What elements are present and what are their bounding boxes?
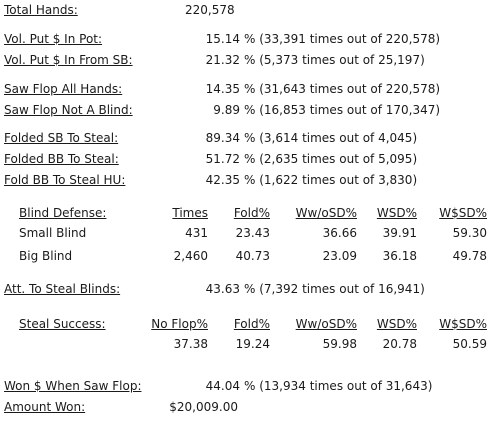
bd-fold-header[interactable]: Fold% xyxy=(233,206,270,220)
att-steal-pct: 43.63 xyxy=(205,282,240,296)
bd-cell: 23.09 xyxy=(322,249,357,263)
bd-row-label: Small Blind xyxy=(19,226,87,240)
saw-flop-not-blind-detail: % (16,853 times out of 170,347) xyxy=(244,103,441,117)
folded-sb-steal-pct: 89.34 xyxy=(205,131,240,145)
bd-times-header[interactable]: Times xyxy=(172,206,208,220)
folded-sb-steal-detail: % (3,614 times out of 4,045) xyxy=(244,131,418,145)
fold-bb-steal-hu-detail: % (1,622 times out of 3,830) xyxy=(244,173,418,187)
saw-flop-all-label[interactable]: Saw Flop All Hands: xyxy=(4,82,123,96)
vpip-sb-pct: 21.32 xyxy=(205,53,240,67)
bd-row-label: Big Blind xyxy=(19,249,73,263)
ss-cell: 59.98 xyxy=(322,337,357,351)
blind-defense-header[interactable]: Blind Defense: xyxy=(19,206,107,220)
ss-cell: 19.24 xyxy=(235,337,270,351)
bd-wwosd-header[interactable]: Ww/oSD% xyxy=(295,206,357,220)
folded-bb-steal-detail: % (2,635 times out of 5,095) xyxy=(244,152,418,166)
won-saw-flop-label[interactable]: Won $ When Saw Flop: xyxy=(4,379,142,393)
bd-wsd-header[interactable]: WSD% xyxy=(376,206,417,220)
ss-wdsd-header[interactable]: W$SD% xyxy=(439,317,487,331)
bd-cell: 2,460 xyxy=(173,249,208,263)
folded-bb-steal-pct: 51.72 xyxy=(205,152,240,166)
ss-cell: 50.59 xyxy=(452,337,487,351)
amount-won-label[interactable]: Amount Won: xyxy=(4,400,86,414)
vpip-detail: % (33,391 times out of 220,578) xyxy=(244,32,441,46)
saw-flop-not-blind-label[interactable]: Saw Flop Not A Blind: xyxy=(4,103,133,117)
folded-bb-steal-label[interactable]: Folded BB To Steal: xyxy=(4,152,119,166)
vpip-label[interactable]: Vol. Put $ In Pot: xyxy=(4,32,103,46)
ss-cell: 20.78 xyxy=(382,337,417,351)
bd-cell: 23.43 xyxy=(235,226,270,240)
vpip-pct: 15.14 xyxy=(205,32,240,46)
bd-cell: 36.18 xyxy=(382,249,417,263)
ss-wwosd-header[interactable]: Ww/oSD% xyxy=(295,317,357,331)
total-hands-label[interactable]: Total Hands: xyxy=(4,3,78,17)
saw-flop-all-pct: 14.35 xyxy=(205,82,240,96)
bd-cell: 59.30 xyxy=(452,226,487,240)
vpip-sb-label[interactable]: Vol. Put $ In From SB: xyxy=(4,53,133,67)
ss-fold-header[interactable]: Fold% xyxy=(233,317,270,331)
total-hands-value: 220,578 xyxy=(185,3,235,17)
folded-sb-steal-label[interactable]: Folded SB To Steal: xyxy=(4,131,119,145)
att-steal-detail: % (7,392 times out of 16,941) xyxy=(244,282,425,296)
amount-won-value: $20,009.00 xyxy=(169,400,238,414)
bd-cell: 40.73 xyxy=(235,249,270,263)
ss-noflop-header[interactable]: No Flop% xyxy=(151,317,208,331)
steal-success-header[interactable]: Steal Success: xyxy=(19,317,106,331)
vpip-sb-detail: % (5,373 times out of 25,197) xyxy=(244,53,425,67)
fold-bb-steal-hu-label[interactable]: Fold BB To Steal HU: xyxy=(4,173,126,187)
bd-cell: 49.78 xyxy=(452,249,487,263)
bd-cell: 36.66 xyxy=(322,226,357,240)
saw-flop-not-blind-pct: 9.89 xyxy=(213,103,240,117)
ss-wsd-header[interactable]: WSD% xyxy=(376,317,417,331)
won-saw-flop-detail: % (13,934 times out of 31,643) xyxy=(244,379,433,393)
bd-cell: 39.91 xyxy=(382,226,417,240)
fold-bb-steal-hu-pct: 42.35 xyxy=(205,173,240,187)
ss-cell: 37.38 xyxy=(173,337,208,351)
bd-cell: 431 xyxy=(185,226,208,240)
bd-wdsd-header[interactable]: W$SD% xyxy=(439,206,487,220)
saw-flop-all-detail: % (31,643 times out of 220,578) xyxy=(244,82,441,96)
att-steal-label[interactable]: Att. To Steal Blinds: xyxy=(4,282,121,296)
won-saw-flop-pct: 44.04 xyxy=(205,379,240,393)
